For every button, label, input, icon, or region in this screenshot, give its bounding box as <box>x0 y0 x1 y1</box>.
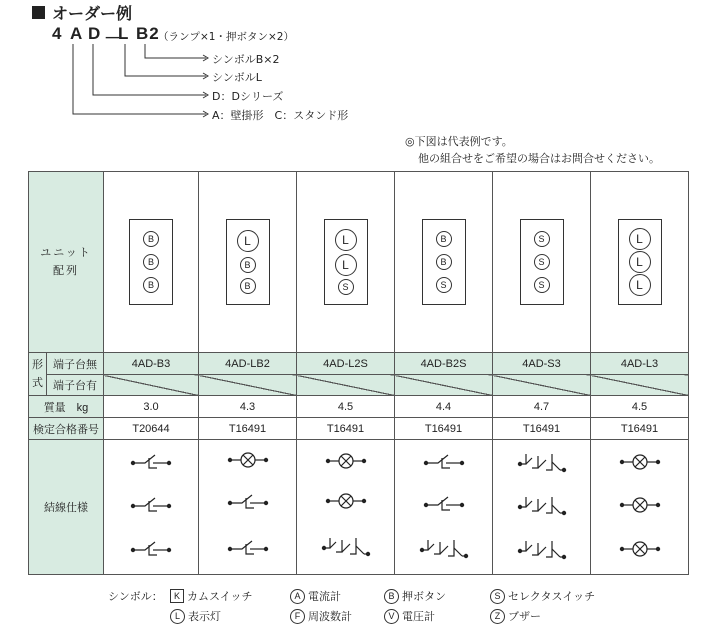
unit-symbol: S <box>534 254 550 270</box>
unit-symbol: L <box>629 251 651 273</box>
model-cell: 4AD-L2S <box>297 353 395 375</box>
model-cell: 4AD-S3 <box>493 353 591 375</box>
not-available-cell <box>199 375 297 396</box>
cert-cell: T16491 <box>493 418 591 440</box>
switch-symbol-icon <box>129 536 173 565</box>
unit-symbol: S <box>436 277 452 293</box>
legend-label: 周波数計 <box>308 610 352 623</box>
legend-item-l <box>170 608 221 624</box>
model-cell: 4AD-L3 <box>591 353 689 375</box>
mass-cell: 4.5 <box>297 396 395 418</box>
page-title: オーダー例 <box>52 4 133 23</box>
switch-symbol-icon <box>226 535 270 564</box>
not-available-cell <box>297 375 395 396</box>
wiring-cell <box>591 440 689 575</box>
mass-row <box>29 396 689 418</box>
legend-item-b <box>384 588 446 604</box>
wiring-row <box>29 440 689 575</box>
selector-symbol-icon <box>418 534 470 565</box>
code-char-d: D <box>88 24 102 43</box>
unit-symbol: L <box>237 230 259 252</box>
code-note: （ランプ×1・押ボタン×2） <box>158 31 294 43</box>
selector-symbol-icon <box>516 448 568 479</box>
switch-symbol-icon <box>129 449 173 478</box>
code-breakdown-lines <box>0 0 710 170</box>
wiring-cell <box>395 440 493 575</box>
unit-cell <box>395 172 493 353</box>
lamp-symbol-icon <box>618 452 662 475</box>
with-terminal-row <box>29 375 689 396</box>
unit-row <box>29 172 689 353</box>
unit-symbol: B <box>240 257 256 273</box>
unit-symbol: B <box>436 231 452 247</box>
breakdown-symbol-b: シンボルB×2 <box>212 53 280 66</box>
cert-label: 検定合格番号 <box>29 418 104 440</box>
unit-symbol: B <box>240 278 256 294</box>
unit-cell <box>104 172 199 353</box>
unit-symbol: B <box>436 254 452 270</box>
unit-cell <box>493 172 591 353</box>
unit-symbol: L <box>335 229 357 251</box>
legend-mark: V <box>384 609 399 624</box>
cert-cell: T16491 <box>297 418 395 440</box>
legend-item-f <box>290 608 352 624</box>
selector-symbol-icon <box>516 491 568 522</box>
mass-label: 質量 kg <box>29 396 104 418</box>
wiring-cell <box>297 440 395 575</box>
not-available-cell <box>493 375 591 396</box>
model-cell: 4AD-B3 <box>104 353 199 375</box>
cert-cell: T20644 <box>104 418 199 440</box>
code-char-dash: － <box>104 29 122 48</box>
form-label-cell: 形 式 <box>29 353 47 396</box>
unit-cell <box>591 172 689 353</box>
legend-item-k <box>170 588 253 604</box>
not-available-cell <box>395 375 493 396</box>
wiring-cell <box>493 440 591 575</box>
unit-cell <box>199 172 297 353</box>
model-cell: 4AD-LB2 <box>199 353 297 375</box>
unit-symbol: B <box>143 254 159 270</box>
legend-label: 電流計 <box>308 590 341 603</box>
legend-mark: A <box>290 589 305 604</box>
selector-symbol-icon <box>516 535 568 566</box>
legend-mark: F <box>290 609 305 624</box>
unit-symbol: L <box>629 274 651 296</box>
code-char-b2: B2 <box>136 24 160 43</box>
switch-symbol-icon <box>129 492 173 521</box>
unit-symbol: S <box>338 279 354 295</box>
mass-cell: 3.0 <box>104 396 199 418</box>
note-contact: 他の組合せをご希望の場合はお問合せください。 <box>418 152 660 165</box>
breakdown-series: D：Dシリーズ <box>212 90 284 103</box>
unit-symbol: B <box>143 277 159 293</box>
legend-mark: B <box>384 589 399 604</box>
unit-cell <box>297 172 395 353</box>
lamp-symbol-icon <box>618 539 662 562</box>
legend-item-v <box>384 608 435 624</box>
with-terminal-label: 端子台有 <box>47 375 104 396</box>
selector-symbol-icon <box>320 532 372 563</box>
no-terminal-row <box>29 353 689 375</box>
legend-item-a <box>290 588 341 604</box>
code-char-l: L <box>118 24 130 43</box>
unit-symbol: S <box>534 231 550 247</box>
wiring-label: 結線仕様 <box>29 440 104 575</box>
legend-prefix: シンボル： <box>108 590 163 603</box>
code-char-4: 4 <box>52 24 63 43</box>
breakdown-symbol-l: シンボルL <box>212 71 262 84</box>
mass-cell: 4.4 <box>395 396 493 418</box>
mass-cell: 4.3 <box>199 396 297 418</box>
legend-label: ブザー <box>508 610 541 623</box>
cert-cell: T16491 <box>199 418 297 440</box>
lamp-symbol-icon <box>324 491 368 514</box>
lamp-symbol-icon <box>618 495 662 518</box>
wiring-cell <box>104 440 199 575</box>
lamp-symbol-icon <box>324 451 368 474</box>
model-cell: 4AD-B2S <box>395 353 493 375</box>
switch-symbol-icon <box>226 489 270 518</box>
legend-label: 表示灯 <box>188 610 221 623</box>
not-available-cell <box>104 375 199 396</box>
unit-symbol: L <box>335 254 357 276</box>
unit-symbol: B <box>143 231 159 247</box>
mass-cell: 4.7 <box>493 396 591 418</box>
switch-symbol-icon <box>422 449 466 478</box>
legend-mark: Z <box>490 609 505 624</box>
legend-label: 電圧計 <box>402 610 435 623</box>
spec-table <box>28 171 689 575</box>
legend-label: セレクタスイッチ <box>508 590 596 603</box>
switch-symbol-icon <box>422 491 466 520</box>
legend-mark: S <box>490 589 505 604</box>
cert-row <box>29 418 689 440</box>
mass-cell: 4.5 <box>591 396 689 418</box>
legend-mark: L <box>170 609 185 624</box>
unit-label-cell: ユニット 配列 <box>29 172 104 353</box>
note-representative: ◎下図は代表例です。 <box>405 135 513 148</box>
legend-item-s <box>490 588 595 604</box>
not-available-cell <box>591 375 689 396</box>
legend-label: 押ボタン <box>402 590 446 603</box>
unit-symbol: S <box>534 277 550 293</box>
code-char-a: A <box>70 24 84 43</box>
legend-item-z <box>490 608 541 624</box>
no-terminal-label: 端子台無 <box>47 353 104 375</box>
cert-cell: T16491 <box>395 418 493 440</box>
legend-mark: K <box>170 589 184 603</box>
legend-label: カムスイッチ <box>187 590 253 603</box>
wiring-cell <box>199 440 297 575</box>
lamp-symbol-icon <box>226 450 270 473</box>
cert-cell: T16491 <box>591 418 689 440</box>
breakdown-mount: A：壁掛形 C：スタンド形 <box>212 109 349 122</box>
unit-symbol: L <box>629 228 651 250</box>
